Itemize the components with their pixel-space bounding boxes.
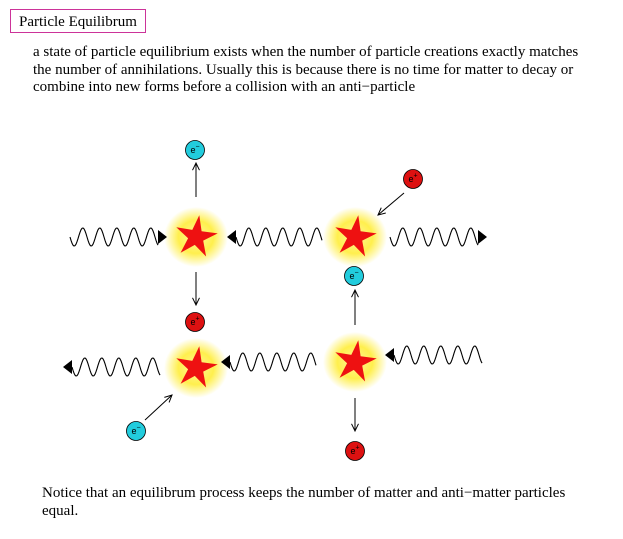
diagram-title: Particle Equilibrum bbox=[10, 9, 146, 33]
annihilation-star-1 bbox=[164, 207, 228, 267]
arrow-line bbox=[145, 395, 172, 420]
photon-wave-1 bbox=[70, 228, 167, 246]
photon-wave-3 bbox=[390, 228, 487, 246]
particle-charge: + bbox=[195, 315, 200, 323]
arrow-line bbox=[378, 193, 404, 215]
annihilation-star-3 bbox=[164, 338, 228, 398]
electron-1 bbox=[186, 141, 205, 160]
wave-line bbox=[70, 228, 158, 246]
wave-line bbox=[236, 228, 322, 246]
footer-note: Notice that an equilibrum process keeps the number of matter and anti−matter particles equal. bbox=[42, 485, 566, 519]
photon-wave-6 bbox=[385, 346, 482, 364]
wave-arrowhead bbox=[63, 360, 72, 374]
positron-1 bbox=[404, 170, 423, 189]
particle-symbol: e bbox=[350, 446, 356, 456]
annihilation-star-2 bbox=[323, 207, 387, 267]
arrow-up-to-electron-2 bbox=[352, 290, 359, 325]
arrow-down-to-positron-2 bbox=[352, 398, 359, 431]
electron-2 bbox=[345, 267, 364, 286]
arrow-down-to-positron-1 bbox=[193, 272, 200, 305]
particle-symbol: e bbox=[190, 145, 196, 155]
wave-line bbox=[394, 346, 482, 364]
positron-2 bbox=[186, 313, 205, 332]
particle-symbol: e bbox=[408, 174, 414, 184]
particle-charge: − bbox=[195, 143, 200, 151]
particle-symbol: e bbox=[190, 317, 196, 327]
photon-wave-2 bbox=[227, 228, 322, 246]
arrow-positron-in-1 bbox=[378, 193, 404, 215]
wave-line bbox=[230, 353, 316, 371]
intro-text: a state of particle equilibrium exists when the number of particle creations exactly matches the number of annihilations. Usually this is because there is no time for matter to decay or combine into new forms before a collision with an anti−particle bbox=[33, 44, 579, 95]
positron-3 bbox=[346, 442, 365, 461]
wave-line bbox=[72, 358, 160, 376]
particle-charge: − bbox=[354, 269, 359, 277]
particle-charge: + bbox=[355, 444, 360, 452]
arrow-electron-in-2 bbox=[145, 395, 172, 420]
photon-wave-4 bbox=[63, 358, 160, 376]
particle-charge: + bbox=[413, 172, 418, 180]
wave-arrowhead bbox=[478, 230, 487, 244]
arrow-up-to-electron-1 bbox=[193, 163, 200, 197]
particle-symbol: e bbox=[349, 271, 355, 281]
wave-line bbox=[390, 228, 478, 246]
particle-symbol: e bbox=[131, 426, 137, 436]
particle-charge: − bbox=[136, 424, 141, 432]
electron-3 bbox=[127, 422, 146, 441]
annihilation-star-4 bbox=[323, 332, 387, 392]
wave-arrowhead bbox=[227, 230, 236, 244]
photon-wave-5 bbox=[221, 353, 316, 371]
